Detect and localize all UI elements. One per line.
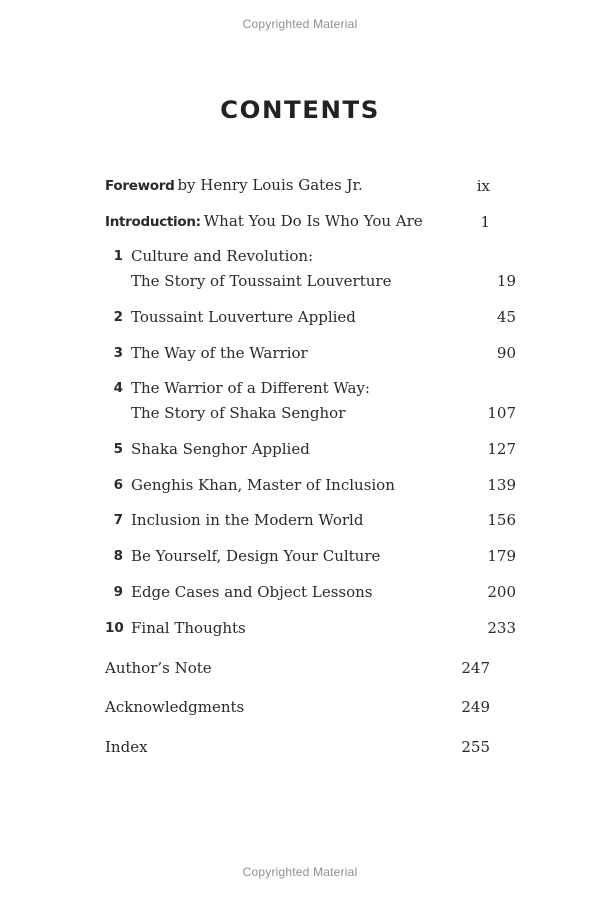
toc-entry-chapter-2[interactable] bbox=[105, 305, 516, 330]
chapter-page: 90 bbox=[496, 344, 516, 362]
introduction-label: Introduction: bbox=[105, 214, 201, 230]
chapter-page: 156 bbox=[487, 511, 516, 529]
chapter-number: 6 bbox=[113, 477, 123, 493]
authors-note-page: 247 bbox=[461, 659, 490, 677]
chapter-title: Toussaint Louverture Applied bbox=[131, 308, 356, 326]
toc-entry-chapter-6[interactable] bbox=[105, 473, 516, 498]
chapter-page: 200 bbox=[487, 583, 516, 601]
chapter-page: 107 bbox=[487, 404, 516, 422]
toc-entry-chapter-3[interactable] bbox=[105, 341, 516, 366]
acknowledgments-page: 249 bbox=[461, 698, 490, 716]
acknowledgments-title: Acknowledgments bbox=[105, 698, 245, 716]
index-title: Index bbox=[105, 738, 148, 756]
chapter-page: 19 bbox=[496, 272, 516, 290]
chapter-page: 179 bbox=[487, 547, 516, 565]
copyright-watermark-top: Copyrighted Material bbox=[242, 17, 358, 31]
chapter-number: 5 bbox=[113, 441, 123, 457]
chapter-number: 4 bbox=[113, 380, 123, 396]
chapter-number: 2 bbox=[113, 309, 123, 325]
toc-entry-chapter-5[interactable] bbox=[105, 437, 516, 462]
toc-entry-acknowledgments[interactable] bbox=[105, 695, 490, 720]
chapter-title-line2: The Story of Toussaint Louverture bbox=[131, 272, 392, 290]
chapter-number: 7 bbox=[113, 512, 123, 528]
toc-entry-chapter-10[interactable] bbox=[105, 616, 516, 641]
toc-entry-introduction[interactable] bbox=[105, 209, 490, 235]
toc-entry-authors-note[interactable] bbox=[105, 656, 490, 681]
toc-entry-chapter-9[interactable] bbox=[105, 580, 516, 605]
chapter-title-line2: The Story of Shaka Senghor bbox=[131, 404, 346, 422]
chapter-page: 233 bbox=[487, 619, 516, 637]
foreword-title: by Henry Louis Gates Jr. bbox=[177, 176, 363, 194]
toc-entry-chapter-1[interactable] bbox=[105, 244, 516, 294]
foreword-page: ix bbox=[476, 177, 490, 195]
chapter-number: 10 bbox=[105, 620, 124, 636]
chapter-number: 8 bbox=[113, 548, 123, 564]
toc-entry-chapter-7[interactable] bbox=[105, 508, 516, 533]
toc-entry-chapter-8[interactable] bbox=[105, 544, 516, 569]
chapter-title: Genghis Khan, Master of Inclusion bbox=[131, 476, 395, 494]
copyright-watermark-bottom: Copyrighted Material bbox=[242, 865, 358, 879]
chapter-title: Inclusion in the Modern World bbox=[131, 511, 364, 529]
chapter-number: 3 bbox=[113, 345, 123, 361]
chapter-number: 9 bbox=[113, 584, 123, 600]
chapter-title-line1: Culture and Revolution: bbox=[131, 247, 314, 265]
toc-entry-chapter-4[interactable] bbox=[105, 376, 516, 426]
introduction-title: What You Do Is Who You Are bbox=[203, 212, 423, 230]
introduction-page: 1 bbox=[480, 213, 490, 231]
chapter-page: 139 bbox=[487, 476, 516, 494]
toc-entry-index[interactable] bbox=[105, 735, 490, 760]
chapter-title: Be Yourself, Design Your Culture bbox=[131, 547, 381, 565]
foreword-label: Foreword bbox=[105, 178, 175, 194]
chapter-page: 45 bbox=[496, 308, 516, 326]
chapter-title: Edge Cases and Object Lessons bbox=[131, 583, 373, 601]
toc-entry-foreword[interactable] bbox=[105, 173, 490, 199]
authors-note-title: Author’s Note bbox=[105, 659, 212, 677]
chapter-title: Final Thoughts bbox=[131, 619, 246, 637]
page-title: CONTENTS bbox=[220, 96, 380, 124]
chapter-title: The Way of the Warrior bbox=[131, 344, 308, 362]
chapter-page: 127 bbox=[487, 440, 516, 458]
chapter-title: Shaka Senghor Applied bbox=[131, 440, 310, 458]
chapter-title-line1: The Warrior of a Different Way: bbox=[131, 379, 370, 397]
index-page: 255 bbox=[461, 738, 490, 756]
chapter-number: 1 bbox=[113, 248, 123, 264]
